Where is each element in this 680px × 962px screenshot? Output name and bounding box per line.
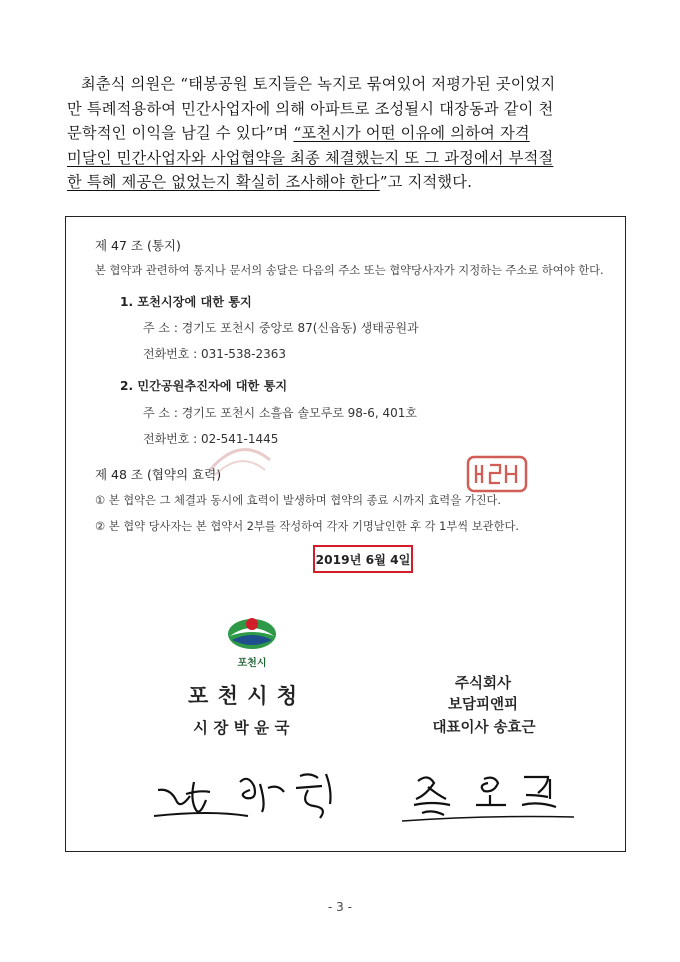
notice-1-title: 1. 포천시장에 대한 통지 [120,295,252,309]
notice-2-phone: 전화번호 : 02-541-1445 [143,432,279,446]
notice-2-address: 주 소 : 경기도 포천시 소흘읍 솔모루로 98-6, 401호 [143,406,417,420]
paragraph-line-4: 미달인 민간사업자와 사업협약을 최종 체결했는지 또 그 과정에서 부적절 [67,148,554,167]
contract-date-highlight [313,545,413,573]
article-48-title: 제 48 조 (협약의 효력) [95,467,222,482]
paragraph-line-1: 최춘식 의원은 “태봉공원 토지들은 녹지로 묶여있어 저평가된 곳이었지 [81,75,556,93]
party-1-representative: 시 장 박 윤 국 [193,718,290,737]
contract-excerpt-frame [65,216,626,852]
party-2-company-type: 주식회사 [454,675,512,692]
contract-date: 2019년 6월 4일 [315,552,411,567]
article-48-item-1: ① 본 협약은 그 체결과 동시에 효력이 발생하며 협약의 종료 시까지 효력을 가진다. [95,494,502,507]
paragraph-line-2: 만 특례적용하여 민간사업자에 의해 아파트로 조성될시 대장동과 같이 천 [67,99,554,118]
article-48-item-2: ② 본 협약 당사자는 본 협약서 2부를 작성하여 각자 기명날인한 후 각 1부씩 보관한다. [95,520,519,533]
paragraph-line-3-plain: 문학적인 이익을 남길 수 있다”며 [67,124,294,142]
article-47-body: 본 협약과 관련하여 통지나 문서의 송달은 다음의 주소 또는 협약당사자가 지정하는 주소로 하여야 한다. [95,264,604,277]
paragraph-line-5-underlined: 한 특혜 제공은 없었는지 확실히 조사해야 한다 [67,173,380,191]
logo-text: 포천시 [237,658,267,669]
pocheon-logo-icon [226,614,278,652]
party-2-representative: 대표이사 송효근 [432,719,536,736]
party-2-company-name: 보담피앤피 [447,696,519,713]
party-1-name: 포 천 시 청 [188,683,299,708]
signature-mayor [150,760,360,830]
paragraph-line-3 [67,121,623,146]
faint-stamp-mark [205,440,275,480]
signature-ceo [398,765,578,825]
paragraph-line-3-underlined: “포천시가 어떤 이유에 의하여 자격 [293,124,530,142]
paragraph-line-5 [67,170,623,195]
page-number: - 3 - [328,900,352,914]
article-paragraph [67,72,623,195]
article-47-title: 제 47 조 (통지) [95,238,181,253]
notice-2-title: 2. 민간공원추진자에 대한 통지 [120,379,288,393]
notice-1-phone: 전화번호 : 031-538-2363 [143,347,287,361]
notice-1-address: 주 소 : 경기도 포천시 중앙로 87(신읍동) 생태공원과 [143,321,419,335]
company-seal-icon [466,455,528,493]
paragraph-line-5-plain: ”고 지적했다. [379,173,473,191]
